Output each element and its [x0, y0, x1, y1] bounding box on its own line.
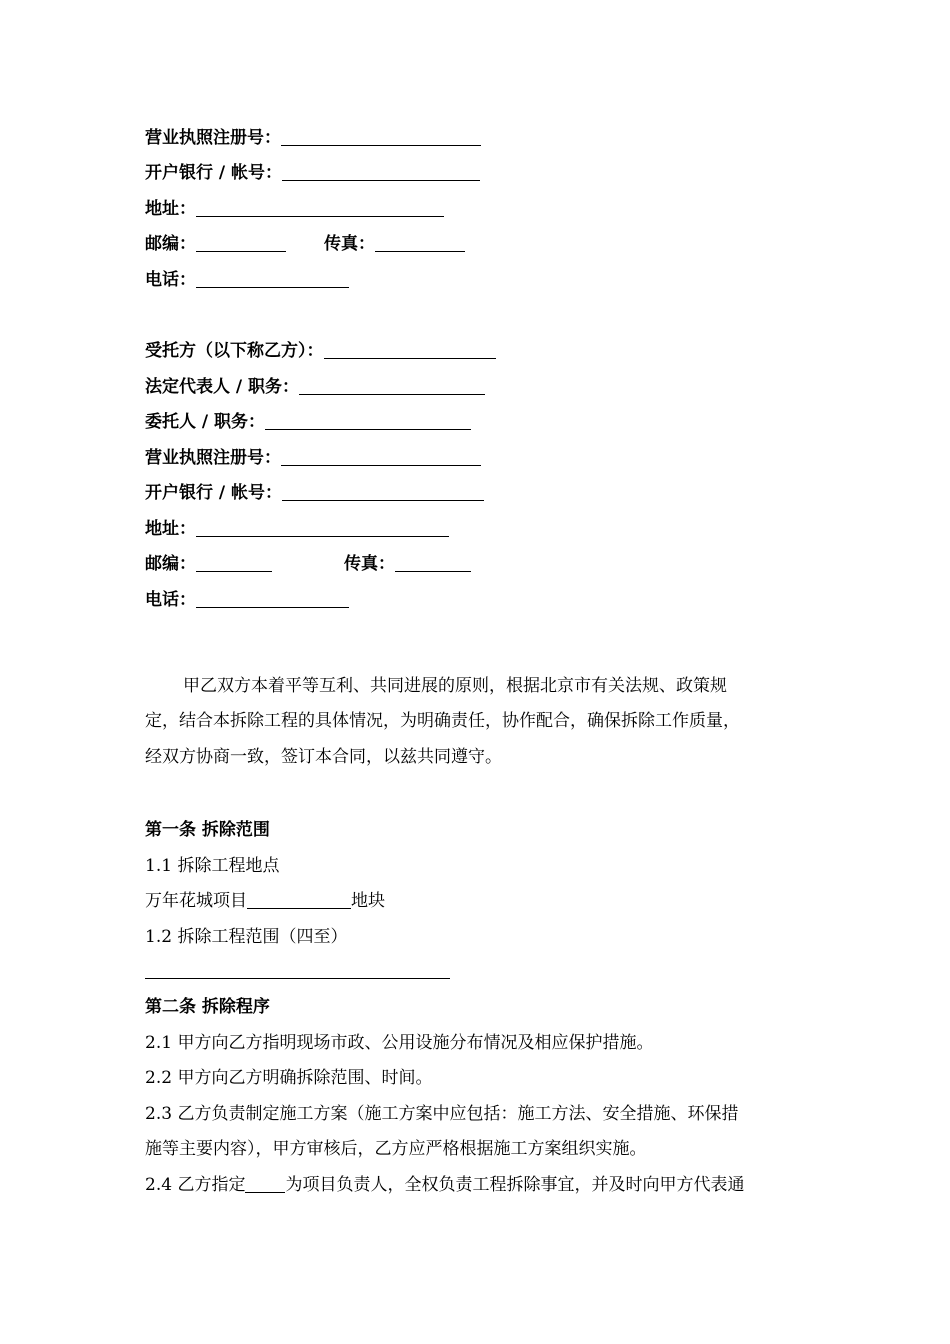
party-b-bank-blank[interactable]: [282, 484, 484, 501]
party-a-address-blank[interactable]: [196, 200, 444, 217]
article-2-item-4-prefix: 2.4 乙方指定: [145, 1175, 246, 1195]
party-b-name-label: 受托方（以下称乙方）：: [145, 341, 324, 361]
article-1-site-row: [145, 890, 385, 912]
article-2-item-4-suffix: 为项目负责人，全权负责工程拆除事宜，并及时向甲方代表通: [285, 1175, 745, 1195]
party-a-fax-label: 传真：: [324, 234, 375, 254]
party-a-license-row: [145, 127, 481, 149]
party-b-fax-label: 传真：: [344, 554, 395, 574]
party-a-license-label: 营业执照注册号：: [145, 128, 281, 148]
party-a-postcode-blank[interactable]: [196, 235, 286, 252]
article-1-site-suffix: 地块: [351, 891, 385, 911]
party-a-phone-label: 电话：: [145, 270, 196, 290]
article-1-site-prefix: 万年花城项目: [145, 891, 247, 911]
party-a-phone-row: [145, 269, 349, 291]
article-1-site-blank[interactable]: [247, 892, 351, 909]
party-b-address-blank[interactable]: [196, 520, 449, 537]
intro-line-1: 甲乙双方本着平等互利、共同进展的原则，根据北京市有关法规、政策规: [183, 676, 727, 696]
party-b-name-row: [145, 340, 496, 362]
party-a-address-row: [145, 198, 444, 220]
party-a-address-label: 地址：: [145, 199, 196, 219]
intro-line-3: 经双方协商一致，签订本合同，以兹共同遵守。: [145, 747, 502, 767]
party-b-postcode-blank[interactable]: [196, 555, 272, 572]
party-b-license-row: [145, 447, 481, 469]
party-b-postcode-fax-row: [145, 553, 471, 575]
article-2-title: 第二条 拆除程序: [145, 997, 270, 1017]
party-b-license-blank[interactable]: [281, 449, 481, 466]
party-b-agent-label: 委托人 / 职务：: [145, 412, 266, 432]
party-a-phone-blank[interactable]: [196, 271, 349, 288]
party-a-postcode-label: 邮编：: [145, 234, 196, 254]
article-2-item-2: 2.2 甲方向乙方明确拆除范围、时间。: [145, 1068, 433, 1088]
party-a-bank-row: [145, 162, 480, 184]
party-b-phone-label: 电话：: [145, 590, 196, 610]
party-a-bank-label: 开户银行 / 帐号：: [145, 163, 283, 183]
article-1-item-1: 1.1 拆除工程地点: [145, 856, 280, 876]
party-a-license-blank[interactable]: [281, 129, 481, 146]
party-b-rep-label: 法定代表人 / 职务：: [145, 377, 300, 397]
party-b-fax-blank[interactable]: [395, 555, 471, 572]
party-b-rep-blank[interactable]: [299, 378, 485, 395]
party-b-name-blank[interactable]: [324, 342, 496, 359]
party-b-phone-row: [145, 589, 349, 611]
party-b-agent-blank[interactable]: [265, 413, 471, 430]
party-b-agent-row: [145, 411, 471, 433]
party-a-postcode-fax-row: [145, 233, 465, 255]
party-b-postcode-label: 邮编：: [145, 554, 196, 574]
article-2-item-3-line-1: 2.3 乙方负责制定施工方案（施工方案中应包括：施工方法、安全措施、环保措: [145, 1104, 739, 1124]
party-b-address-row: [145, 518, 449, 540]
party-a-bank-blank[interactable]: [282, 164, 480, 181]
party-b-phone-blank[interactable]: [196, 591, 349, 608]
article-2-manager-blank[interactable]: [245, 1176, 285, 1193]
party-b-license-label: 营业执照注册号：: [145, 448, 281, 468]
article-1-item-2: 1.2 拆除工程范围（四至）: [145, 927, 348, 947]
article-2-item-3-line-2: 施等主要内容），甲方审核后，乙方应严格根据施工方案组织实施。: [145, 1139, 647, 1159]
intro-line-2: 定，结合本拆除工程的具体情况，为明确责任，协作配合，确保拆除工作质量，: [145, 711, 740, 731]
party-b-address-label: 地址：: [145, 519, 196, 539]
article-1-title: 第一条 拆除范围: [145, 820, 270, 840]
article-1-scope-blank[interactable]: [145, 978, 450, 979]
party-b-rep-row: [145, 376, 485, 398]
party-b-bank-label: 开户银行 / 帐号：: [145, 483, 283, 503]
article-2-item-1: 2.1 甲方向乙方指明现场市政、公用设施分布情况及相应保护措施。: [145, 1033, 654, 1053]
article-2-item-4-row: [145, 1174, 744, 1196]
party-a-fax-blank[interactable]: [375, 235, 465, 252]
party-b-bank-row: [145, 482, 484, 504]
